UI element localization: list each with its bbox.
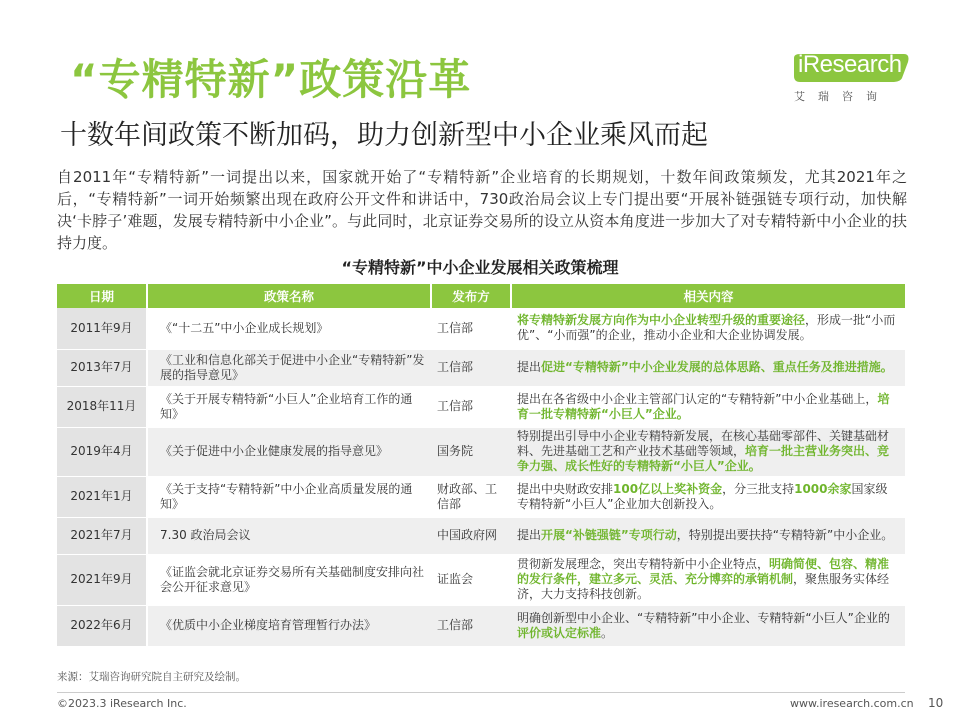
content-cell bbox=[511, 605, 905, 646]
policy-name-cell: 7.30 政治局会议 bbox=[147, 517, 431, 554]
date-cell: 2011年9月 bbox=[57, 308, 147, 349]
issuer-cell: 证监会 bbox=[431, 554, 511, 605]
table-row bbox=[57, 308, 905, 349]
content-text: ，分三批支持 bbox=[722, 481, 795, 496]
date-cell: 2021年7月 bbox=[57, 517, 147, 554]
highlight-text: 培育一批主营业务突出、竞争力强、成长性好的专精特新“小巨人”企业。 bbox=[517, 444, 890, 473]
table-row bbox=[57, 605, 905, 646]
content-cell bbox=[511, 349, 905, 386]
table-row bbox=[57, 427, 905, 476]
highlight-text: 培育一批专精特新“小巨人”企业。 bbox=[517, 391, 890, 421]
content-text: 国家级专精特新“小巨人”企业加大创新投入。 bbox=[517, 481, 888, 511]
content-text: ，特别提出要扶持“专精特新”中小企业。 bbox=[676, 528, 894, 542]
content-text: 明确创新型中小企业、“专精特新”中小企业、专精特新“小巨人”企业的 bbox=[517, 610, 890, 625]
issuer-cell: 国务院 bbox=[431, 427, 511, 476]
policy-name-cell: 《关于开展专精特新“小巨人”企业培育工作的通知》 bbox=[147, 386, 431, 427]
highlight-text: 评价或认定标准 bbox=[517, 625, 602, 640]
content-cell bbox=[511, 308, 905, 349]
highlight-text: 1000余家 bbox=[794, 481, 852, 496]
content-text: 提出在各省级中小企业主管部门认定的“专精特新”中小企业基础上， bbox=[517, 391, 878, 406]
logo-text: iResearch bbox=[798, 51, 902, 78]
issuer-cell: 工信部 bbox=[431, 308, 511, 349]
policy-name-cell: 《工业和信息化部关于促进中小企业“专精特新”发展的指导意见》 bbox=[147, 349, 431, 386]
content-cell bbox=[511, 517, 905, 554]
policy-table-body bbox=[57, 308, 905, 646]
content-text: 提出 bbox=[517, 528, 542, 542]
table-row bbox=[57, 386, 905, 427]
copyright: ©2023.3 iResearch Inc. bbox=[57, 697, 187, 710]
issuer-cell: 中国政府网 bbox=[431, 517, 511, 554]
highlight-text: 明确简便、包容、精准的发行条件，建立多元、灵活、充分博弈的承销机制 bbox=[517, 557, 890, 586]
iresearch-logo bbox=[794, 50, 924, 114]
table-header-row bbox=[57, 284, 905, 308]
table-row bbox=[57, 349, 905, 386]
content-text: 提出中央财政安排 bbox=[517, 481, 614, 496]
date-cell: 2021年1月 bbox=[57, 476, 147, 517]
policy-name-cell: 《优质中小企业梯度培育管理暂行办法》 bbox=[147, 605, 431, 646]
content-text: ，形成一批“小而优”、“小而强”的企业，推动小企业和大企业协调发展。 bbox=[517, 313, 896, 343]
date-cell: 2022年6月 bbox=[57, 605, 147, 646]
footer-divider bbox=[57, 692, 905, 693]
header-date: 日期 bbox=[57, 284, 147, 308]
policy-name-cell: 《关于支持“专精特新”中小企业高质量发展的通知》 bbox=[147, 476, 431, 517]
date-cell: 2019年4月 bbox=[57, 427, 147, 476]
logo-cn-text: 艾瑞咨询 bbox=[794, 90, 890, 103]
content-text: ，聚焦服务实体经济，大力支持科技创新。 bbox=[517, 572, 890, 601]
content-cell bbox=[511, 427, 905, 476]
highlight-text: 100亿以上奖补资金 bbox=[613, 481, 723, 496]
content-text: 提出 bbox=[517, 360, 542, 374]
table-title: “专精特新”中小企业发展相关政策梳理 bbox=[341, 258, 619, 277]
page-subtitle: 十数年间政策不断加码，助力创新型中小企业乘风而起 bbox=[60, 120, 708, 151]
issuer-cell: 工信部 bbox=[431, 349, 511, 386]
highlight-text: 开展“补链强链”专项行动 bbox=[541, 528, 677, 542]
table-row bbox=[57, 476, 905, 517]
header-issuer: 发布方 bbox=[431, 284, 511, 308]
policy-name-cell: 《“十二五”中小企业成长规划》 bbox=[147, 308, 431, 349]
content-cell bbox=[511, 386, 905, 427]
highlight-text: 促进“专精特新”中小企业发展的总体思路、重点任务及推进措施。 bbox=[541, 360, 893, 374]
content-text: 特别提出引导中小企业专精特新发展，在核心基础零部件、关键基础材料、先进基础工艺和产业技术基础等领域， bbox=[517, 429, 890, 458]
policy-name-cell: 《关于促进中小企业健康发展的指导意见》 bbox=[147, 427, 431, 476]
issuer-cell: 财政部、工信部 bbox=[431, 476, 511, 517]
intro-paragraph: 自2011年“专精特新”一词提出以来，国家就开始了“专精特新”企业培育的长期规划，十数年间政策频发，尤其2021年之后，“专精特新”一词开始频繁出现在政府公开文件和讲话中，730政治局会议上专门提出要“开展补链强链专项行动，加快解决‘卡脖子’难题，发展专精特新中小企业”。与此同时，北京证券交易所的设立从资本角度进一步加大了对专精特新中小企业的扶持力度。 bbox=[57, 168, 907, 252]
policy-table bbox=[57, 284, 905, 647]
table-row bbox=[57, 554, 905, 605]
page-title: “专精特新”政策沿革 bbox=[70, 55, 472, 104]
date-cell: 2013年7月 bbox=[57, 349, 147, 386]
content-text: 贯彻新发展理念，突出专精特新中小企业特点， bbox=[517, 557, 770, 571]
page-number: 10 bbox=[928, 696, 944, 710]
policy-name-cell: 《证监会就北京证券交易所有关基础制度安排向社会公开征求意见》 bbox=[147, 554, 431, 605]
issuer-cell: 工信部 bbox=[431, 386, 511, 427]
content-cell bbox=[511, 476, 905, 517]
date-cell: 2021年9月 bbox=[57, 554, 147, 605]
content-text: 。 bbox=[601, 625, 614, 640]
highlight-text: 将专精特新发展方向作为中小企业转型升级的重要途径 bbox=[517, 313, 806, 328]
issuer-cell: 工信部 bbox=[431, 605, 511, 646]
table-row bbox=[57, 517, 905, 554]
header-policy-name: 政策名称 bbox=[147, 284, 431, 308]
website-url: www.iresearch.com.cn bbox=[790, 697, 914, 710]
date-cell: 2018年11月 bbox=[57, 386, 147, 427]
header-content: 相关内容 bbox=[511, 284, 905, 308]
source-note: 来源：艾瑞咨询研究院自主研究及绘制。 bbox=[57, 671, 246, 683]
content-cell bbox=[511, 554, 905, 605]
